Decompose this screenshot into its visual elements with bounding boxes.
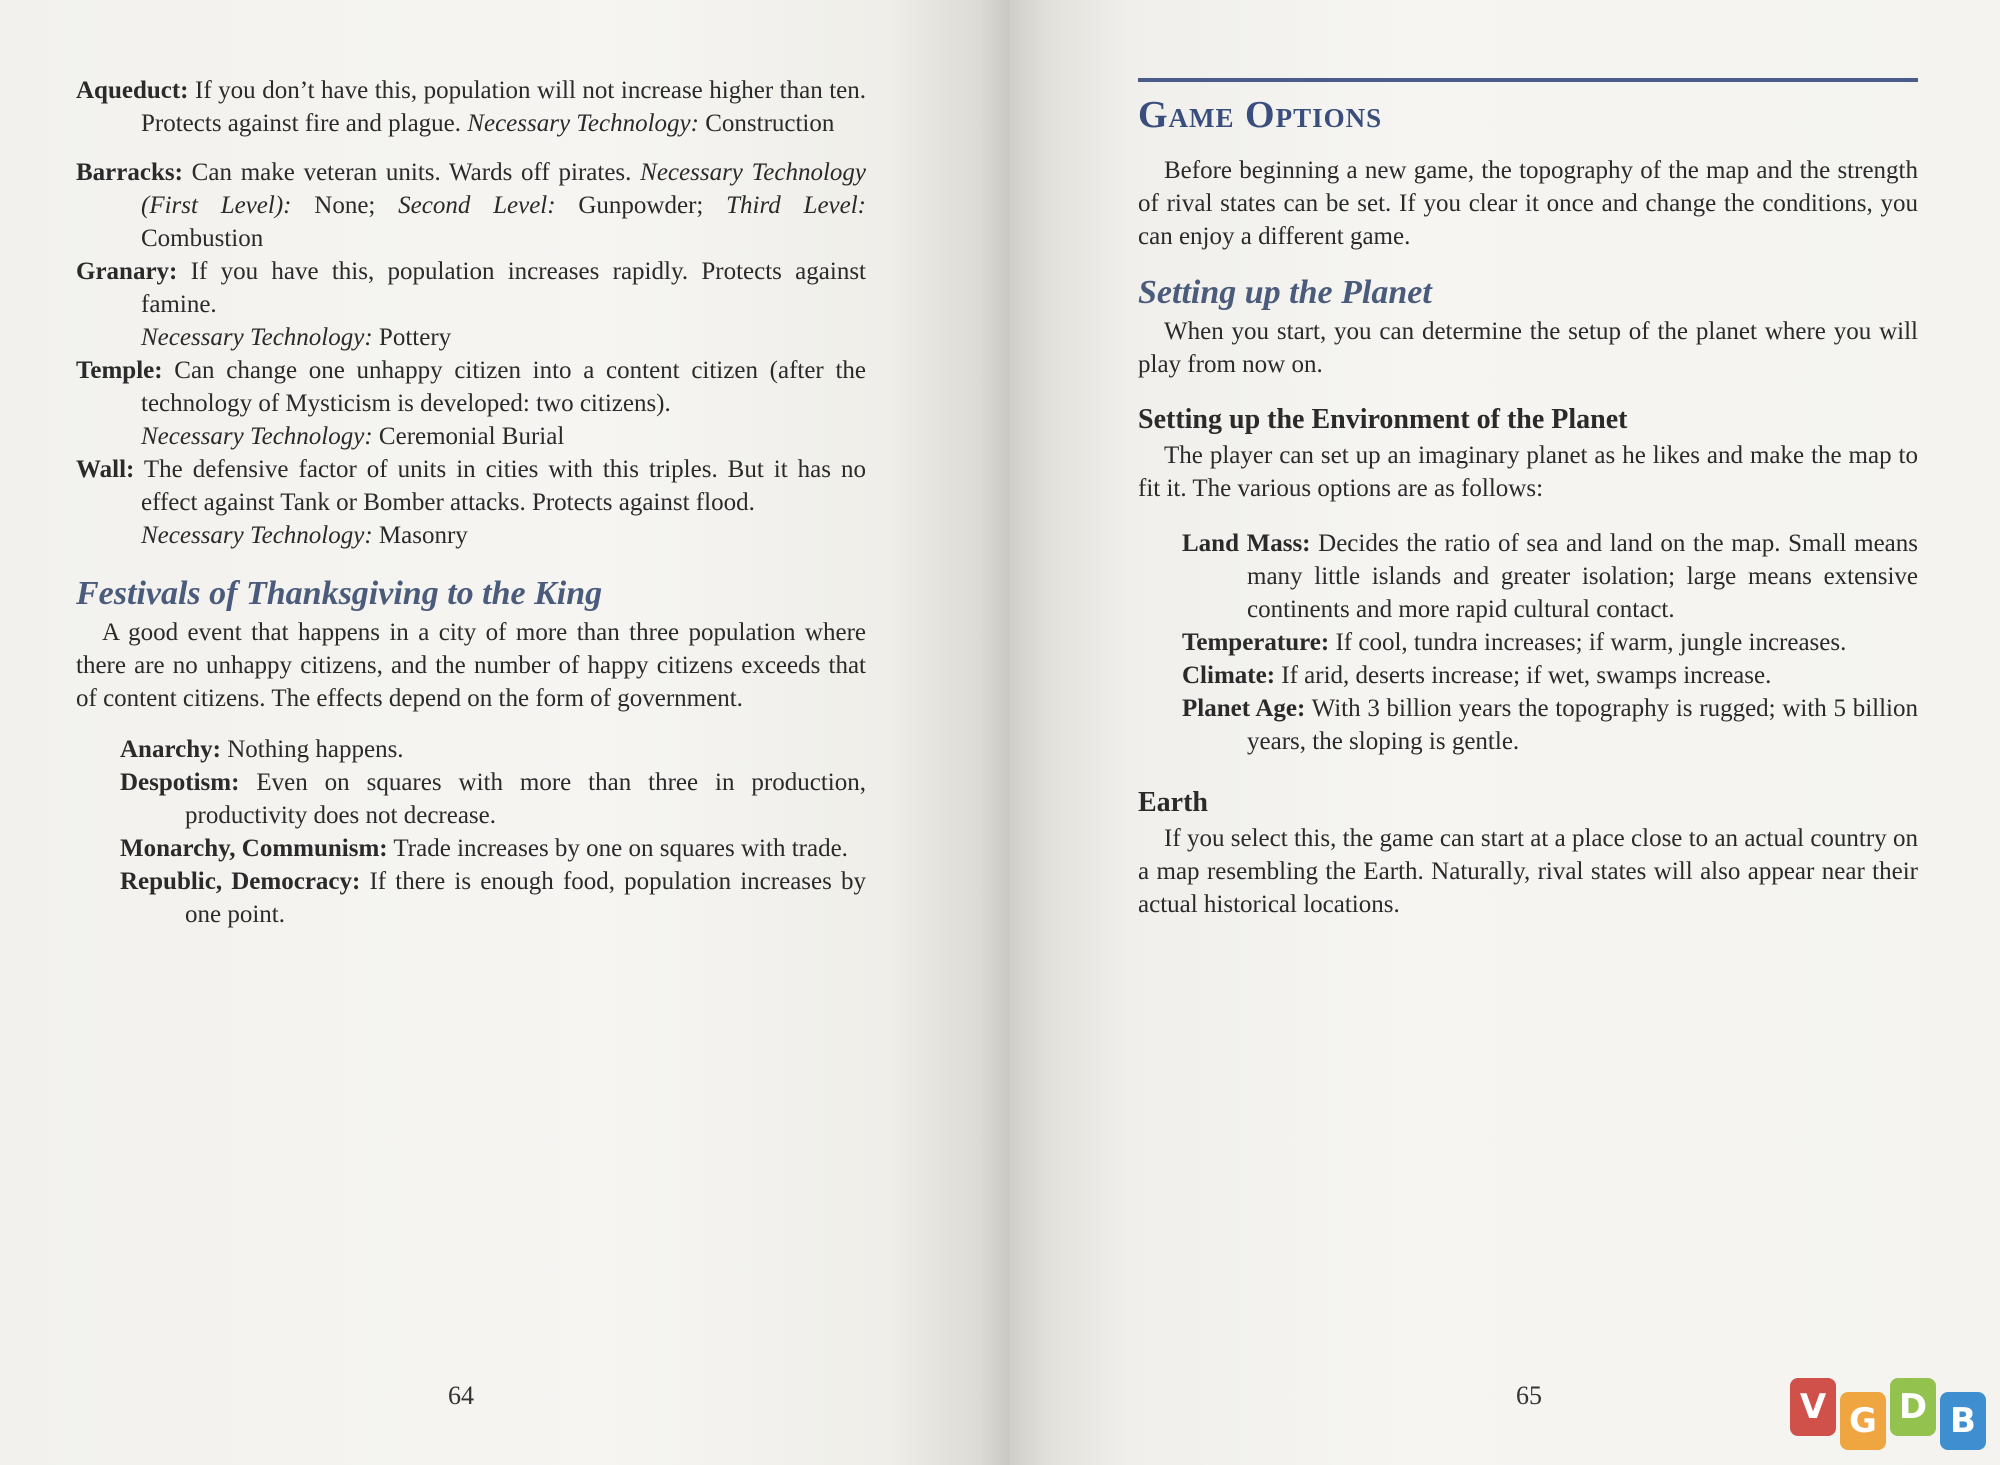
logo-tile-b: B bbox=[1940, 1392, 1986, 1450]
option-planet-age: Planet Age: With 3 billion years the topography is rugged; with 5 billion years, the sloping is gentle. bbox=[1182, 695, 1918, 755]
government-entry-republic-democracy: Republic, Democracy: If there is enough food, population increases by one point. bbox=[120, 868, 866, 928]
logo-tile-d: D bbox=[1890, 1378, 1936, 1436]
festivals-text: A good event that happens in a city of more than three population where there are no unhappy citizens, and the number of happy citizens exceeds that of content citizens. The effects depend on the form of government. bbox=[76, 619, 866, 712]
left-page-content bbox=[76, 74, 866, 931]
page-title: Game Options bbox=[1138, 94, 1383, 136]
setup-heading: Setting up the Planet bbox=[1138, 274, 1432, 311]
intro-text: Before beginning a new game, the topography of the map and the strength of rival states can be set. If you clear it once and change the conditions, you can enjoy a different game. bbox=[1138, 157, 1918, 250]
government-entry-anarchy: Anarchy: Nothing happens. bbox=[120, 736, 404, 763]
option-temperature: Temperature: If cool, tundra increases; if warm, jungle increases. bbox=[1182, 629, 1847, 656]
right-page-content bbox=[1138, 78, 1918, 921]
building-entry-aqueduct: Aqueduct: If you don’t have this, population will not increase higher than ten. Protects against fire and plague. Necessary Technology: Construction bbox=[76, 77, 866, 137]
option-land-mass: Land Mass: Decides the ratio of sea and land on the map. Small means many little islands and greater isolation; large means extensive continents and more rapid cultural contact. bbox=[1182, 530, 1918, 623]
environment-heading: Setting up the Environment of the Planet bbox=[1138, 404, 1628, 435]
vgdb-watermark-logo bbox=[1790, 1378, 1986, 1454]
page-number-left: 64 bbox=[448, 1381, 474, 1410]
logo-tile-g: G bbox=[1840, 1392, 1886, 1450]
building-entry-barracks: Barracks: Can make veteran units. Wards off pirates. Necessary Technology (First Level): None; Second Level: Gunpowder; Third Level: Combustion bbox=[76, 159, 867, 252]
earth-heading: Earth bbox=[1138, 787, 1208, 818]
option-climate: Climate: If arid, deserts increase; if wet, swamps increase. bbox=[1182, 662, 1772, 689]
festivals-heading: Festivals of Thanksgiving to the King bbox=[76, 575, 603, 612]
environment-text: The player can set up an imaginary planet as he likes and make the map to fit it. The various options are as follows: bbox=[1138, 442, 1918, 502]
title-rule bbox=[1138, 78, 1918, 82]
logo-tile-v: V bbox=[1790, 1378, 1836, 1436]
setup-text: When you start, you can determine the setup of the planet where you will play from now on. bbox=[1138, 318, 1918, 378]
government-entry-monarchy-communism: Monarchy, Communism: Trade increases by one on squares with trade. bbox=[120, 835, 848, 862]
page-number-right: 65 bbox=[1516, 1381, 1542, 1410]
building-entry-granary: Granary: If you have this, population increases rapidly. Protects against famine. Necessary Technology: Pottery bbox=[76, 258, 866, 351]
building-entry-wall: Wall: The defensive factor of units in cities with this triples. But it has no effect against Tank or Bomber attacks. Protects against flood. Necessary Technology: Masonry bbox=[76, 456, 866, 549]
earth-text: If you select this, the game can start at a place close to an actual country on a map resembling the Earth. Naturally, rival states will also appear near their actual historical locations. bbox=[1138, 825, 1918, 918]
government-entry-despotism: Despotism: Even on squares with more than three in production, productivity does not decrease. bbox=[120, 769, 866, 829]
building-entry-temple: Temple: Can change one unhappy citizen into a content citizen (after the technology of Mysticism is developed: two citizens). Necessary Technology: Ceremonial Burial bbox=[76, 357, 866, 450]
government-list bbox=[76, 733, 866, 931]
environment-options-list bbox=[1138, 527, 1918, 758]
